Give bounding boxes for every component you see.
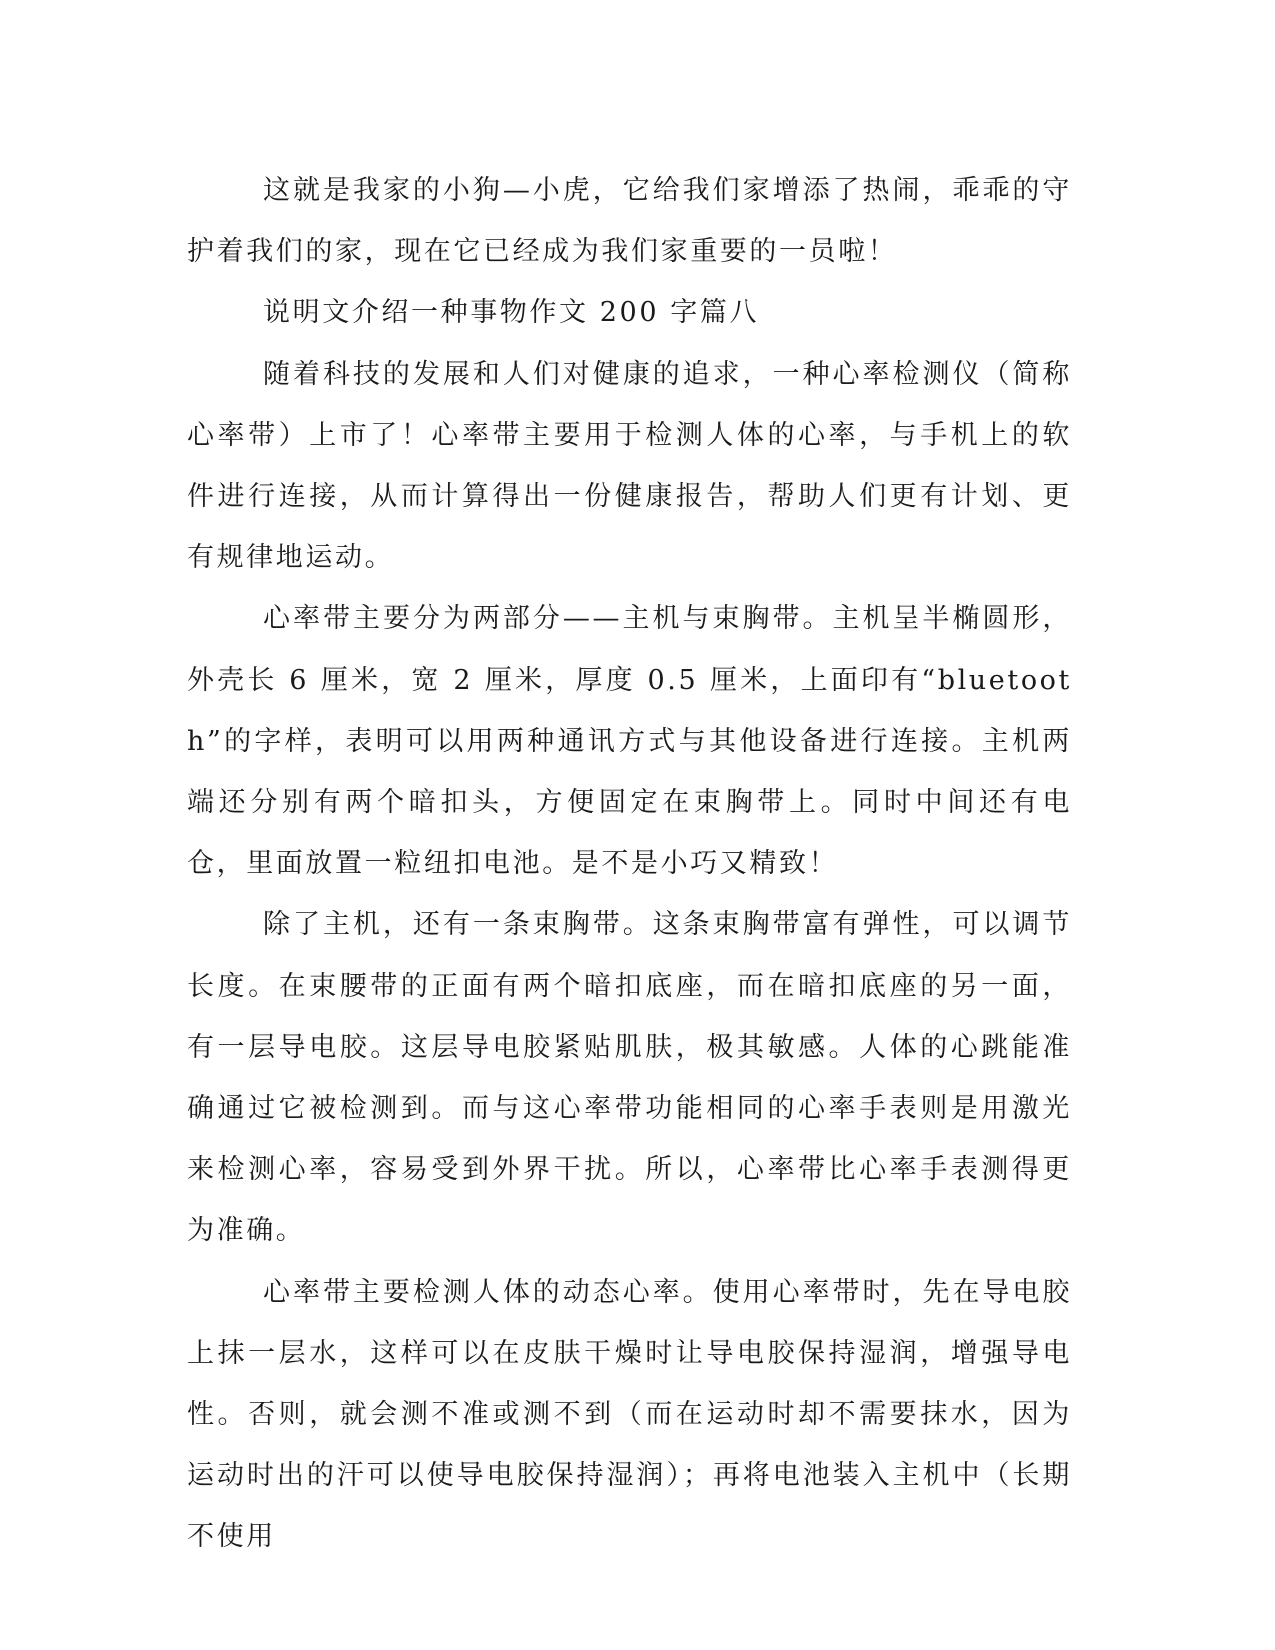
paragraph-chest-strap: 除了主机，还有一条束胸带。这条束胸带富有弹性，可以调节长度。在束腰带的正面有两个暗扣底座，而在暗扣底座的另一面，有一层导电胶。这层导电胶紧贴肌肤，极其敏感。人体的心跳能准确通过它被检测到。而与这心率带功能相同的心率手表则是用激光来检测心率，容易受到外界干扰。所以，心率带比心率手表测得更为准确。 [187,909,1072,1247]
paragraph-usage: 心率带主要检测人体的动态心率。使用心率带时，先在导电胶上抹一层水，这样可以在皮肤干燥时让导电胶保持湿润，增强导电性。否则，就会测不准或测不到（而在运动时却不需要抹水，因为运动时出的汗可以使导电胶保持湿润）；再将电池装入主机中（长期不使用 [187,1276,1072,1553]
paragraph-dog-ending: 这就是我家的小狗—小虎，它给我们家增添了热闹，乖乖的守护着我们的家，现在它已经成为我们家重要的一员啦！ [187,175,1072,268]
document-body [187,160,1072,1568]
section-heading: 说明文介绍一种事物作文 200 字篇八 [263,297,760,329]
paragraph-host-description: 心率带主要分为两部分——主机与束胸带。主机呈半椭圆形，外壳长 6 厘米，宽 2 厘米，厚度 0.5 厘米，上面印有“bluetooth”的字样，表明可以用两种通讯方式与其他设备进行连接。主机两端还分别有两个暗扣头，方便固定在束胸带上。同时中间还有电仓，里面放置一粒纽扣电池。是不是小巧又精致！ [187,603,1072,880]
paragraph-intro: 随着科技的发展和人们对健康的追求，一种心率检测仪（简称心率带）上市了！心率带主要用于检测人体的心率，与手机上的软件进行连接，从而计算得出一份健康报告，帮助人们更有计划、更有规律地运动。 [187,358,1072,574]
